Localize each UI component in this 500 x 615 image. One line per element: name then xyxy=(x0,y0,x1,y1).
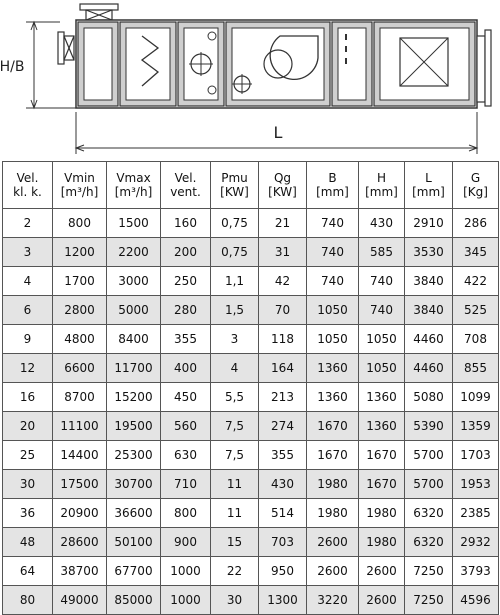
table-cell: 1000 xyxy=(161,586,211,615)
table-cell: 740 xyxy=(307,267,359,296)
table-cell: 280 xyxy=(161,296,211,325)
table-cell: 200 xyxy=(161,238,211,267)
table-cell: 1360 xyxy=(307,354,359,383)
table-body xyxy=(3,209,499,615)
module-fan xyxy=(226,22,330,106)
table-cell: 2600 xyxy=(359,586,405,615)
column-header-line: Vel. xyxy=(16,171,39,185)
table-cell: 19500 xyxy=(107,412,161,441)
table-row xyxy=(3,267,499,296)
table-cell: 3840 xyxy=(405,296,453,325)
air-handling-unit-diagram xyxy=(0,0,500,160)
column-header-line: [mm] xyxy=(365,185,398,199)
table-cell: 67700 xyxy=(107,557,161,586)
column-header-line: L xyxy=(425,171,432,185)
table-cell: 4460 xyxy=(405,354,453,383)
outlet-flange xyxy=(477,30,491,106)
column-header xyxy=(3,162,53,209)
table-cell: 36 xyxy=(3,499,53,528)
table-cell: 3840 xyxy=(405,267,453,296)
table-cell: 1670 xyxy=(307,412,359,441)
table-cell: 430 xyxy=(359,209,405,238)
table-cell: 6320 xyxy=(405,499,453,528)
table-cell: 710 xyxy=(161,470,211,499)
table-cell: 20 xyxy=(3,412,53,441)
table-cell: 36600 xyxy=(107,499,161,528)
table-cell: 1670 xyxy=(307,441,359,470)
table-cell: 7,5 xyxy=(211,412,259,441)
column-header-line: Pmu xyxy=(221,171,248,185)
column-header xyxy=(53,162,107,209)
table-cell: 274 xyxy=(259,412,307,441)
table-cell: 5700 xyxy=(405,441,453,470)
table-cell: 48 xyxy=(3,528,53,557)
table-cell: 800 xyxy=(53,209,107,238)
table-row xyxy=(3,528,499,557)
table-row xyxy=(3,209,499,238)
column-header-line: [KW] xyxy=(268,185,297,199)
column-header-line: [KW] xyxy=(220,185,249,199)
table-cell: 22 xyxy=(211,557,259,586)
height-dimension xyxy=(26,22,76,108)
table-cell: 5000 xyxy=(107,296,161,325)
table-cell: 5390 xyxy=(405,412,453,441)
table-cell: 585 xyxy=(359,238,405,267)
column-header xyxy=(211,162,259,209)
column-header-line: [m³/h] xyxy=(114,185,153,199)
table-cell: 703 xyxy=(259,528,307,557)
column-header-line: H xyxy=(376,171,387,185)
table-cell: 7,5 xyxy=(211,441,259,470)
table-cell: 514 xyxy=(259,499,307,528)
table-cell: 1360 xyxy=(359,383,405,412)
table-cell: 430 xyxy=(259,470,307,499)
table-cell: 9 xyxy=(3,325,53,354)
table-cell: 286 xyxy=(453,209,499,238)
table-cell: 6320 xyxy=(405,528,453,557)
column-header-line: B xyxy=(328,171,337,185)
table-cell: 2600 xyxy=(359,557,405,586)
table-cell: 30700 xyxy=(107,470,161,499)
inlet-damper xyxy=(58,32,74,64)
table-cell: 118 xyxy=(259,325,307,354)
table-cell: 85000 xyxy=(107,586,161,615)
module-outlet xyxy=(374,22,475,106)
table-cell: 21 xyxy=(259,209,307,238)
table-cell: 422 xyxy=(453,267,499,296)
table-row xyxy=(3,470,499,499)
table-cell: 3220 xyxy=(307,586,359,615)
column-header-line: [mm] xyxy=(316,185,349,199)
table-cell: 17500 xyxy=(53,470,107,499)
table-cell: 1050 xyxy=(359,325,405,354)
table-cell: 740 xyxy=(307,209,359,238)
table-cell: 8400 xyxy=(107,325,161,354)
table-header-row xyxy=(3,162,499,209)
table-cell: 950 xyxy=(259,557,307,586)
table-cell: 2200 xyxy=(107,238,161,267)
table-cell: 28600 xyxy=(53,528,107,557)
table-cell: 855 xyxy=(453,354,499,383)
column-header-line: vent. xyxy=(170,185,201,199)
table-cell: 7250 xyxy=(405,586,453,615)
table-cell: 3793 xyxy=(453,557,499,586)
table-cell: 160 xyxy=(161,209,211,238)
table-cell: 900 xyxy=(161,528,211,557)
table-cell: 5080 xyxy=(405,383,453,412)
table-row xyxy=(3,354,499,383)
table-row xyxy=(3,412,499,441)
column-header xyxy=(453,162,499,209)
table-cell: 25 xyxy=(3,441,53,470)
table-cell: 1099 xyxy=(453,383,499,412)
module-heater xyxy=(178,22,224,106)
table-cell: 31 xyxy=(259,238,307,267)
table-cell: 355 xyxy=(161,325,211,354)
column-header xyxy=(259,162,307,209)
table-cell: 4 xyxy=(3,267,53,296)
table-cell: 14400 xyxy=(53,441,107,470)
column-header-line: Vmax xyxy=(116,171,151,185)
table-cell: 15 xyxy=(211,528,259,557)
height-label: H/B xyxy=(0,59,25,75)
table-cell: 708 xyxy=(453,325,499,354)
table-cell: 1700 xyxy=(53,267,107,296)
column-header xyxy=(107,162,161,209)
table-cell: 38700 xyxy=(53,557,107,586)
table-row xyxy=(3,557,499,586)
column-header-line: [m³/h] xyxy=(60,185,99,199)
table-cell: 1050 xyxy=(307,325,359,354)
table-cell: 3000 xyxy=(107,267,161,296)
table-cell: 6 xyxy=(3,296,53,325)
table-cell: 400 xyxy=(161,354,211,383)
column-header-line: Vel. xyxy=(174,171,197,185)
table-cell: 5700 xyxy=(405,470,453,499)
table-row xyxy=(3,238,499,267)
table-cell: 8700 xyxy=(53,383,107,412)
column-header-line: [mm] xyxy=(412,185,445,199)
table-cell: 1670 xyxy=(359,441,405,470)
table-cell: 4460 xyxy=(405,325,453,354)
table-cell: 12 xyxy=(3,354,53,383)
table-cell: 740 xyxy=(307,238,359,267)
table-cell: 800 xyxy=(161,499,211,528)
table-cell: 355 xyxy=(259,441,307,470)
table-cell: 1980 xyxy=(307,499,359,528)
table-cell: 49000 xyxy=(53,586,107,615)
table-cell: 1050 xyxy=(307,296,359,325)
table-row xyxy=(3,441,499,470)
table-cell: 1703 xyxy=(453,441,499,470)
table-cell: 1980 xyxy=(359,499,405,528)
column-header xyxy=(161,162,211,209)
column-header-line: kl. k. xyxy=(13,185,42,199)
table-cell: 3 xyxy=(3,238,53,267)
table-cell: 1,1 xyxy=(211,267,259,296)
table-cell: 525 xyxy=(453,296,499,325)
table-cell: 2910 xyxy=(405,209,453,238)
table-cell: 42 xyxy=(259,267,307,296)
specification-table xyxy=(2,161,499,615)
column-header xyxy=(359,162,405,209)
table-cell: 2600 xyxy=(307,528,359,557)
table-cell: 560 xyxy=(161,412,211,441)
table-cell: 11700 xyxy=(107,354,161,383)
table-cell: 2800 xyxy=(53,296,107,325)
table-cell: 1,5 xyxy=(211,296,259,325)
column-header-line: G xyxy=(470,171,481,185)
table-cell: 1953 xyxy=(453,470,499,499)
table-cell: 11 xyxy=(211,499,259,528)
table-cell: 25300 xyxy=(107,441,161,470)
table-cell: 50100 xyxy=(107,528,161,557)
table-cell: 11100 xyxy=(53,412,107,441)
table-cell: 1359 xyxy=(453,412,499,441)
table-cell: 1050 xyxy=(359,354,405,383)
table-cell: 2385 xyxy=(453,499,499,528)
table-cell: 20900 xyxy=(53,499,107,528)
table-cell: 4 xyxy=(211,354,259,383)
table-cell: 740 xyxy=(359,267,405,296)
column-header-line: [Kg] xyxy=(463,185,488,199)
table-cell: 6600 xyxy=(53,354,107,383)
table-row xyxy=(3,325,499,354)
table-cell: 1200 xyxy=(53,238,107,267)
table-cell: 1980 xyxy=(359,528,405,557)
table-cell: 0,75 xyxy=(211,209,259,238)
table-cell: 2932 xyxy=(453,528,499,557)
column-header-line: Qg xyxy=(273,171,292,185)
table-cell: 630 xyxy=(161,441,211,470)
table-cell: 250 xyxy=(161,267,211,296)
module-silencer xyxy=(332,22,372,106)
table-cell: 0,75 xyxy=(211,238,259,267)
table-cell: 4596 xyxy=(453,586,499,615)
table-cell: 7250 xyxy=(405,557,453,586)
table-cell: 3 xyxy=(211,325,259,354)
table-cell: 30 xyxy=(211,586,259,615)
table-cell: 3530 xyxy=(405,238,453,267)
column-header xyxy=(307,162,359,209)
table-cell: 164 xyxy=(259,354,307,383)
table-cell: 213 xyxy=(259,383,307,412)
table-cell: 11 xyxy=(211,470,259,499)
table-cell: 740 xyxy=(359,296,405,325)
table-cell: 1360 xyxy=(359,412,405,441)
table-row xyxy=(3,296,499,325)
table-cell: 1980 xyxy=(307,470,359,499)
table-cell: 450 xyxy=(161,383,211,412)
table-cell: 345 xyxy=(453,238,499,267)
table-cell: 2 xyxy=(3,209,53,238)
table-cell: 1360 xyxy=(307,383,359,412)
column-header-line: Vmin xyxy=(64,171,95,185)
table-cell: 64 xyxy=(3,557,53,586)
table-cell: 1670 xyxy=(359,470,405,499)
table-cell: 30 xyxy=(3,470,53,499)
module-filter xyxy=(120,22,176,106)
top-damper xyxy=(80,4,118,20)
table-cell: 15200 xyxy=(107,383,161,412)
length-label: L xyxy=(273,123,283,142)
module-mixing xyxy=(78,22,118,106)
table-cell: 70 xyxy=(259,296,307,325)
table-cell: 16 xyxy=(3,383,53,412)
table-cell: 2600 xyxy=(307,557,359,586)
column-header xyxy=(405,162,453,209)
table-row xyxy=(3,383,499,412)
table-cell: 4800 xyxy=(53,325,107,354)
table-row xyxy=(3,499,499,528)
table-cell: 1000 xyxy=(161,557,211,586)
table-cell: 5,5 xyxy=(211,383,259,412)
table-cell: 1300 xyxy=(259,586,307,615)
table-cell: 80 xyxy=(3,586,53,615)
table-cell: 1500 xyxy=(107,209,161,238)
